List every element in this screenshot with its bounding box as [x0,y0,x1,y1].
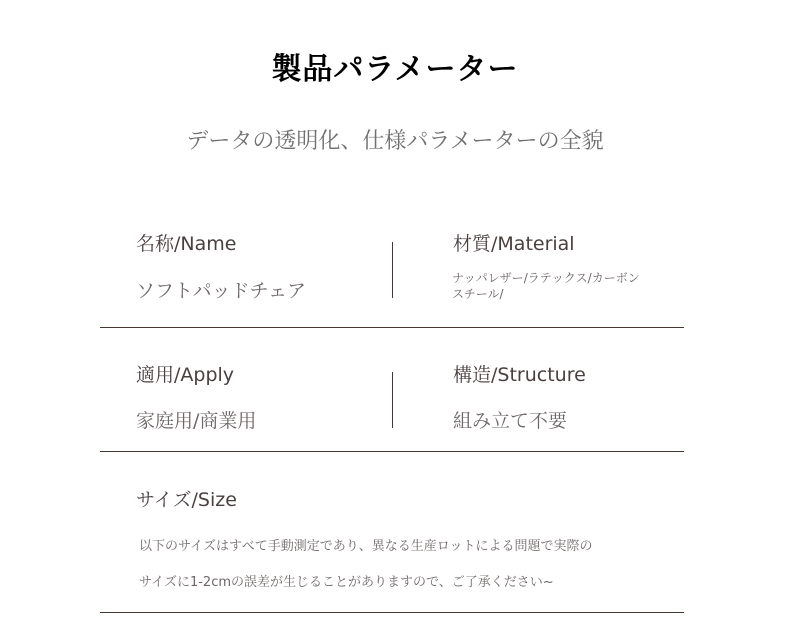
material-value-line2: スチール/ [452,287,504,301]
row-divider-2 [100,451,684,452]
name-value: ソフトパッドチェア [136,280,307,302]
apply-value: 家庭用/商業用 [136,410,257,432]
material-label: 材質/Material [453,233,575,255]
page-title: 製品パラメーター [271,52,519,87]
structure-label: 構造/Structure [453,364,586,386]
material-value-line1: ナッパレザー/ラテックス/カーボン [452,271,640,285]
apply-label: 適用/Apply [136,364,235,386]
size-label: サイズ/Size [136,489,237,511]
column-divider-1 [392,242,393,298]
size-note-line1: 以下のサイズはすべて手動測定であり、異なる生産ロットによる問題で実際の [139,539,593,554]
column-divider-2 [392,372,393,428]
name-label: 名称/Name [136,233,237,255]
row-divider-1 [100,327,684,328]
structure-value: 組み立て不要 [453,410,568,432]
size-note-line2: サイズに1-2cmの誤差が生じることがありますので、ご了承ください~ [139,575,554,590]
row-divider-3 [100,612,684,613]
page-subtitle: データの透明化、仕様パラメーターの全貌 [186,129,604,154]
